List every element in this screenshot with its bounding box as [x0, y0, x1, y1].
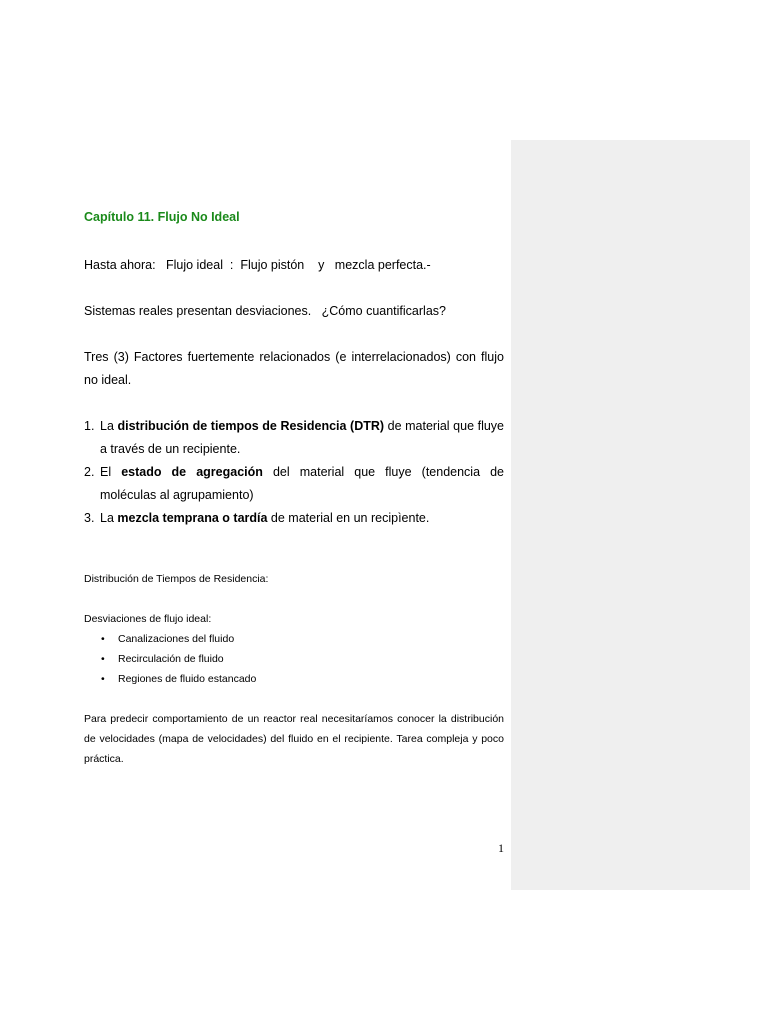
deviations-heading: Desviaciones de flujo ideal:: [84, 613, 212, 625]
list-text-post: del material que fluye (tendencia de moléculas al agrupamiento): [100, 465, 505, 502]
page-number: 1: [498, 841, 504, 855]
list-item: [84, 461, 504, 507]
intro-paragraph: Hasta ahora: Flujo ideal : Flujo pistón y mezcla perfecta.-: [84, 258, 431, 272]
list-number: 1.: [84, 419, 95, 433]
question-paragraph: Sistemas reales presentan desviaciones. ¿Cómo cuantificarlas?: [84, 304, 446, 318]
list-text-pre: El: [100, 465, 122, 479]
list-text-post: de material que fluye a través de un recipiente.: [100, 419, 505, 456]
list-number: 2.: [84, 465, 95, 479]
list-item: [84, 649, 256, 669]
comment-pane: [511, 140, 750, 890]
chapter-title: Capítulo 11. Flujo No Ideal: [84, 210, 240, 224]
deviations-list: [84, 629, 256, 689]
list-text-bold: distribución de tiempos de Residencia (DTR): [117, 419, 385, 433]
list-text: Regiones de fluido estancado: [118, 673, 257, 685]
factors-list: [84, 415, 504, 530]
list-text-bold: estado de agregación: [121, 465, 263, 479]
bullet-icon: •: [101, 653, 105, 665]
list-number: 3.: [84, 511, 95, 525]
list-item: [84, 669, 256, 689]
list-item: [84, 507, 504, 530]
factors-intro-paragraph: Tres (3) Factores fuertemente relacionados (e interrelacionados) con flujo no ideal.: [84, 350, 504, 387]
list-text: Recirculación de fluido: [118, 653, 224, 665]
list-text-bold: mezcla temprana o tardía: [117, 511, 268, 525]
list-text-pre: La: [100, 419, 118, 433]
list-text-post: de material en un recipìente.: [267, 511, 430, 525]
bullet-icon: •: [101, 633, 105, 645]
list-text-pre: La: [100, 511, 118, 525]
bullet-icon: •: [101, 673, 105, 685]
list-text: Canalizaciones del fluido: [118, 633, 235, 645]
list-item: [84, 415, 504, 461]
closing-paragraph: Para predecir comportamiento de un reactor real necesitaríamos conocer la distribución de velocidades (mapa de velocidades) del fluido en el recipiente. Tarea compleja y poco práctica.: [84, 713, 504, 765]
list-item: [84, 629, 256, 649]
dtr-heading: Distribución de Tiempos de Residencia:: [84, 573, 269, 585]
